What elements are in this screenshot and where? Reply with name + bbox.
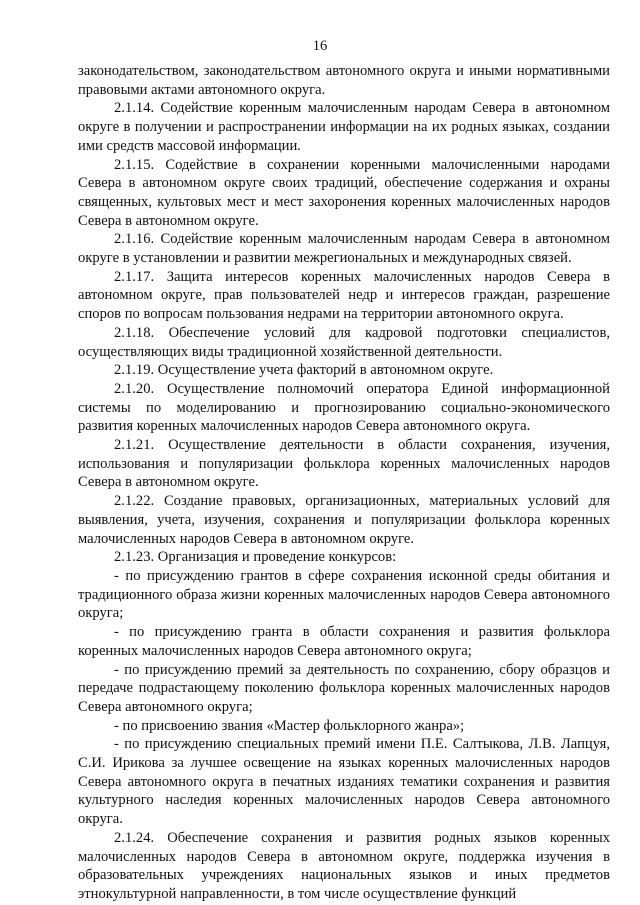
list-item-grants-environment: - по присуждению грантов в сфере сохранения исконной среды обитания и традиционного образа жизни коренных малочисленных народов Севера автономного округа; bbox=[78, 567, 610, 622]
paragraph-2-1-18: 2.1.18. Обеспечение условий для кадровой подготовки специалистов, осуществляющих виды традиционной хозяйственной деятельности. bbox=[78, 324, 610, 360]
paragraph-2-1-17: 2.1.17. Защита интересов коренных малочисленных народов Севера в автономном округе, прав пользователей недр и интересов граждан, разрешение споров по вопросам пользования недрами на территории автономного округа. bbox=[78, 268, 610, 323]
paragraph-2-1-14: 2.1.14. Содействие коренным малочисленным народам Севера в автономном округе в получении и распространении информации на их родных языках, создании ими средств массовой информации. bbox=[78, 100, 610, 154]
paragraph-2-1-20: 2.1.20. Осуществление полномочий оператора Единой информационной системы по моделированию и прогнозированию социально-экономического развития коренных малочисленных народов Севера автономного округа. bbox=[78, 380, 610, 435]
paragraph-2-1-16: 2.1.16. Содействие коренным малочисленным народам Севера в автономном округе в установлении и развитии межрегиональных и международных связей. bbox=[78, 231, 610, 267]
paragraph-2-1-21: 2.1.21. Осуществление деятельности в области сохранения, изучения, использования и популяризации фольклора коренных малочисленных народов Севера в автономном округе. bbox=[78, 437, 610, 491]
page-number: 16 bbox=[312, 38, 328, 54]
paragraph-2-1-15: 2.1.15. Содействие в сохранении коренными малочисленными народами Севера в автономном округе своих традиций, обеспечение содержания и охраны священных, культовых мест и мест захоронения коренных малочисленных народов Севера в автономном округе. bbox=[78, 156, 610, 229]
list-item-prizes-folklore: - по присуждению премий за деятельность по сохранению, сбору образцов и передаче подрастающему поколению фольклора коренных малочисленных народов Севера автономного округа; bbox=[78, 661, 610, 715]
list-item-special-prizes: - по присуждению специальных премий имени П.Е. Салтыкова, Л.В. Лапцуя, С.И. Ирикова за лучшее освещение на языках коренных малочисленных народов Севера автономного округа в печатных изданиях тематики сохранения и развития культурного наследия коренных малочисленных народов Севера автономного округа. bbox=[78, 736, 610, 828]
paragraph-continuation: законодательством, законодательством автономного округа и иными нормативными правовыми актами автономного округа. bbox=[78, 63, 610, 98]
paragraph-2-1-19: 2.1.19. Осуществление учета факторий в автономном округе. bbox=[114, 362, 494, 379]
paragraph-2-1-22: 2.1.22. Создание правовых, организационных, материальных условий для выявления, учета, изучения, сохранения и популяризации фольклора коренных малочисленных народов Севера в автономном округе. bbox=[78, 493, 610, 547]
paragraph-2-1-24: 2.1.24. Обеспечение сохранения и развития родных языков коренных малочисленных народов Севера в автономном округе, поддержка изучения в образовательных учреждениях национальных языков и иных предметов этнокультурной направленности, в том числе осуществление функций bbox=[78, 829, 610, 902]
document-body bbox=[78, 62, 610, 904]
list-item-grant-folklore: - по присуждению гранта в области сохранения и развития фольклора коренных малочисленных народов Севера автономного округа; bbox=[78, 624, 610, 659]
list-item-master-title: - по присвоению звания «Мастер фольклорного жанра»; bbox=[114, 717, 465, 734]
paragraph-2-1-23: 2.1.23. Организация и проведение конкурсов: bbox=[114, 549, 397, 566]
